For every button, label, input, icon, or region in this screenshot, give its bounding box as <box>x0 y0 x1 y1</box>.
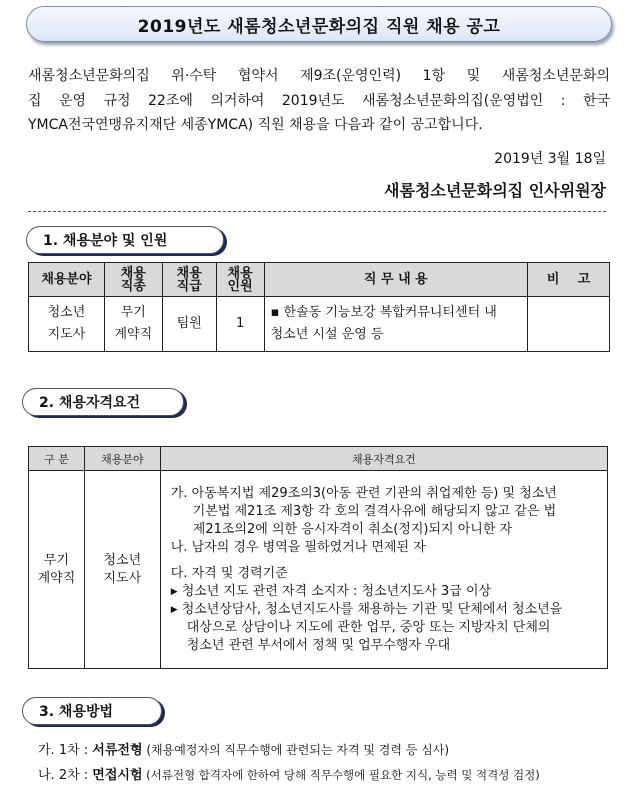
header-cell: 직 무 내 용 <box>264 263 527 297</box>
qualification-text: 청소년상담사, 청소년지도사를 채용하는 기관 및 단체에서 청소년을 <box>181 601 563 617</box>
header-text: 채용 직급 <box>176 265 202 294</box>
cell-category: 무기 계약직 <box>29 471 85 669</box>
table-row <box>29 471 608 669</box>
qualification-line: 나. 남자의 경우 병역을 필하였거나 면제된 자 <box>170 539 426 555</box>
section-heading-1: 1. 채용분야 및 인원 <box>26 226 224 254</box>
header-cell <box>162 263 216 297</box>
cell-note <box>528 297 610 352</box>
method-item <box>38 738 540 763</box>
cell-count: 1 <box>216 297 264 352</box>
method-prefix: 나. 2차 : <box>38 768 93 783</box>
announcement-date: 2019년 3월 18일 <box>494 151 606 167</box>
qualification-line: 대상으로 상담이나 지도에 관한 업무, 중앙 또는 지방자치 단체의 <box>186 619 551 635</box>
section-heading-3: 3. 채용방법 <box>22 697 162 725</box>
method-desc: (서류전형 합격자에 한하여 당해 직무수행에 필요한 지식, 능력 및 적격성 검정) <box>142 768 540 782</box>
header-cell: 채용자격요건 <box>160 447 607 471</box>
intro-line: 집 운영 규정 22조에 의거하여 2019년도 새롬청소년문화의집(운영법인 : 한국 <box>28 92 610 109</box>
issuer-name: 새롬청소년문화의집 인사위원장 <box>384 181 606 200</box>
method-list <box>38 738 540 788</box>
method-title: 면접시험 <box>92 768 143 783</box>
intro-line: 새롬청소년문화의집 위·수탁 협약서 제9조(운영인력) 1항 및 새롬청소년문화의 <box>28 68 610 84</box>
qualification-line <box>171 601 599 619</box>
method-title: 서류전형 <box>92 743 143 758</box>
qualification-line: 청소년 관련 부서에서 정책 및 업무수행자 우대 <box>186 637 451 653</box>
cell-grade: 팀원 <box>162 297 216 352</box>
table-header-row <box>29 447 608 471</box>
method-item <box>38 763 540 788</box>
qualification-line: 제21조의2에 의한 응시자격이 취소(정지)되지 아니한 자 <box>192 521 513 537</box>
header-cell: 채용분야 <box>29 263 105 297</box>
method-desc: (채용예정자의 직무수행에 관련되는 자격 및 경력 등 심사) <box>142 743 450 757</box>
cell-qualifications <box>160 471 607 669</box>
cell-field: 청소년 지도사 <box>84 471 160 669</box>
table-header-row <box>29 263 610 297</box>
title-banner <box>26 6 612 42</box>
triangle-bullet-icon: ▶ <box>170 586 178 597</box>
qualification-line: 기본법 제21조 제3항 각 호의 결격사유에 해당되지 않고 같은 법 <box>192 503 557 519</box>
header-cell: 비 고 <box>528 263 610 297</box>
header-text: 채용 직종 <box>120 265 146 294</box>
header-cell <box>216 263 264 297</box>
header-cell <box>104 263 162 297</box>
divider <box>28 211 606 212</box>
qualification-line: 다. 자격 및 경력기준 <box>170 565 288 581</box>
triangle-bullet-icon: ▶ <box>170 604 178 615</box>
header-text: 채용 인원 <box>227 265 253 294</box>
table-row <box>29 297 610 352</box>
cell-type: 무기 계약직 <box>104 297 162 352</box>
page-title: 2019년도 새롬청소년문화의집 직원 채용 공고 <box>137 16 501 37</box>
intro-paragraph <box>28 64 610 138</box>
cell-duty: ▪ 한솔동 기능보강 복합커뮤니티센터 내 청소년 시설 운영 등 <box>264 297 527 352</box>
qualifications-table <box>28 446 608 669</box>
section-heading-2: 2. 채용자격요건 <box>22 388 184 416</box>
intro-line: YMCA전국연맹유지재단 세종YMCA) 직원 채용을 다음과 같이 공고합니다. <box>28 117 483 133</box>
positions-table <box>28 262 610 352</box>
qualification-line: 가. 아동복지법 제29조의3(아동 관련 기관의 취업제한 등) 및 청소년 <box>170 485 557 501</box>
qualification-text: 청소년 지도 관련 자격 소지자 : 청소년지도사 3급 이상 <box>181 583 492 599</box>
header-cell: 구 분 <box>29 447 85 471</box>
cell-field: 청소년 지도사 <box>29 297 105 352</box>
method-prefix: 가. 1차 : <box>38 743 93 758</box>
header-cell: 채용분야 <box>84 447 160 471</box>
qualification-line <box>171 583 599 601</box>
